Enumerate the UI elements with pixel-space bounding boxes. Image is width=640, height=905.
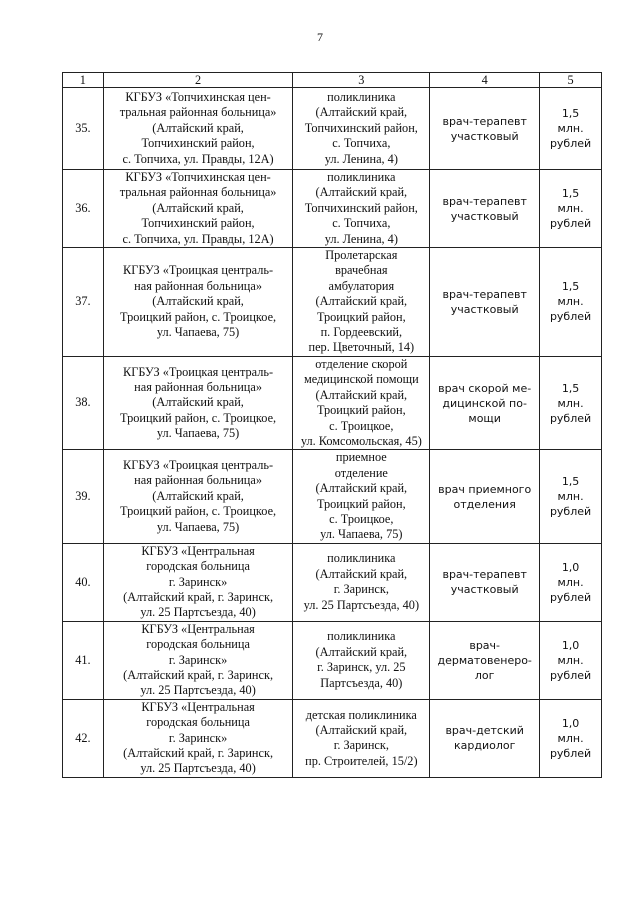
institution-cell-line: (Алтайский край, г. Заринск, <box>123 589 274 604</box>
facility-cell-line: поликлиника <box>327 629 396 644</box>
facility-cell-line: ул. Ленина, 4) <box>324 151 398 166</box>
institution-cell <box>103 543 293 621</box>
facility-cell-line: (Алтайский край, <box>315 105 408 120</box>
facility-cell-line: поликлиника <box>327 89 396 104</box>
position-cell-lines <box>433 194 536 224</box>
amount-cell <box>540 356 602 449</box>
row-number-cell: 41. <box>63 621 104 699</box>
institution-cell-line: Топчихинский район, <box>141 136 255 151</box>
facility-cell-line: с. Топчиха, <box>332 216 391 231</box>
institution-cell-line: тральная районная больница» <box>119 185 277 200</box>
amount-cell-lines <box>543 638 598 683</box>
position-cell-lines <box>433 381 536 426</box>
institution-cell-line: городская больница <box>146 559 250 574</box>
facility-cell-line: (Алтайский край, <box>315 185 408 200</box>
institution-cell-line: г. Заринск» <box>168 730 228 745</box>
position-cell-lines <box>433 723 536 753</box>
amount-cell-line: рублей <box>549 411 592 425</box>
table-row <box>63 248 602 357</box>
position-cell <box>430 356 540 449</box>
amount-cell-line: млн. <box>557 202 584 216</box>
institution-cell-lines <box>107 458 290 535</box>
facility-cell-line: Пролетарская <box>325 248 398 263</box>
facility-cell-line: Топчихинский район, <box>304 120 418 135</box>
position-cell-line: врач-терапевт <box>442 114 527 128</box>
facility-cell <box>293 356 430 449</box>
facility-cell-line: (Алтайский край, <box>315 566 408 581</box>
table-row <box>63 621 602 699</box>
facility-cell-lines <box>295 551 427 613</box>
facility-cell-line: поликлиника <box>327 551 396 566</box>
institution-cell-lines <box>107 365 290 442</box>
facility-cell <box>293 543 430 621</box>
header-cell-2: 2 <box>103 73 293 88</box>
facility-cell-line: (Алтайский край, <box>315 481 408 496</box>
position-cell <box>430 450 540 543</box>
facility-cell-lines <box>295 450 427 542</box>
position-cell-lines <box>433 567 536 597</box>
table-row <box>63 170 602 248</box>
institution-cell-line: ул. 25 Партсъезда, 40) <box>140 761 256 776</box>
table-row <box>63 88 602 170</box>
header-cell-4: 4 <box>430 73 540 88</box>
amount-cell-lines <box>543 474 598 519</box>
facility-cell-line: п. Гордеевский, <box>320 325 403 340</box>
institution-cell-line: (Алтайский край, <box>152 395 244 410</box>
position-cell-line: отделения <box>453 497 516 511</box>
facility-cell-lines <box>295 708 427 770</box>
institution-cell <box>103 170 293 248</box>
institution-cell-lines <box>107 544 290 621</box>
institution-cell <box>103 356 293 449</box>
position-cell-line: участковый <box>450 209 519 223</box>
institution-cell-line: Топчихинский район, <box>141 216 255 231</box>
amount-cell-line: млн. <box>557 396 584 410</box>
row-number-cell: 39. <box>63 450 104 543</box>
facility-cell-line: детская поликлиника <box>305 707 417 722</box>
row-number-cell: 40. <box>63 543 104 621</box>
institution-cell-line: г. Заринск» <box>168 574 228 589</box>
institution-cell-line: КГБУЗ «Топчихинская цен- <box>125 89 271 104</box>
table-row <box>63 699 602 777</box>
facility-cell-line: (Алтайский край, <box>315 294 408 309</box>
amount-cell-lines <box>543 716 598 761</box>
facility-cell-line: отделение <box>334 465 388 480</box>
position-cell-line: дерматовенеро- <box>437 653 532 667</box>
position-cell-lines <box>433 638 536 683</box>
position-cell-line: врач- <box>469 638 501 652</box>
institution-cell-line: КГБУЗ «Троицкая централь- <box>123 263 274 278</box>
facility-cell-line: приемное <box>335 450 387 465</box>
position-cell-line: дицинской по- <box>442 396 527 410</box>
institution-cell-line: ул. Чапаева, 75) <box>156 426 240 441</box>
institution-cell <box>103 621 293 699</box>
amount-cell-line: 1,5 <box>561 187 580 201</box>
facility-cell-line: ул. Ленина, 4) <box>324 231 398 246</box>
amount-cell-line: 1,5 <box>561 280 580 294</box>
position-cell <box>430 248 540 357</box>
institution-cell <box>103 88 293 170</box>
facility-cell-line: Троицкий район, <box>316 309 406 324</box>
position-cell-lines <box>433 482 536 512</box>
institution-cell-line: (Алтайский край, <box>152 200 244 215</box>
facility-cell-line: отделение скорой <box>315 356 408 371</box>
amount-cell-lines <box>543 560 598 605</box>
amount-cell <box>540 621 602 699</box>
amount-cell-line: млн. <box>557 653 584 667</box>
amount-cell-line: рублей <box>549 668 592 682</box>
amount-cell-lines <box>543 279 598 324</box>
facility-cell-line: Партсъезда, 40) <box>320 675 403 690</box>
facility-cell <box>293 450 430 543</box>
facility-cell <box>293 248 430 357</box>
institution-cell-line: г. Заринск» <box>168 652 228 667</box>
amount-cell <box>540 699 602 777</box>
institution-cell-line: (Алтайский край, <box>152 488 244 503</box>
institution-cell-line: Троицкий район, с. Троицкое, <box>120 410 277 425</box>
institution-cell-line: КГБУЗ «Центральная <box>141 699 255 714</box>
facility-cell-line: (Алтайский край, <box>315 387 408 402</box>
facility-cell-lines <box>295 357 427 449</box>
position-cell-line: кардиолог <box>453 739 516 753</box>
facility-cell-line: с. Топчиха, <box>332 136 391 151</box>
institution-cell-lines <box>107 170 290 247</box>
amount-cell <box>540 543 602 621</box>
institution-cell-line: городская больница <box>146 637 250 652</box>
facility-cell <box>293 699 430 777</box>
institution-cell <box>103 699 293 777</box>
institution-cell-line: ул. Чапаева, 75) <box>156 519 240 534</box>
facility-cell <box>293 170 430 248</box>
position-cell-lines <box>433 287 536 317</box>
facility-cell-line: (Алтайский край, <box>315 722 408 737</box>
row-number-cell: 42. <box>63 699 104 777</box>
amount-cell <box>540 450 602 543</box>
institution-cell-line: КГБУЗ «Центральная <box>141 621 255 636</box>
institution-cell-lines <box>107 90 290 167</box>
row-number-cell: 37. <box>63 248 104 357</box>
position-cell-lines <box>433 114 536 144</box>
facility-cell-line: ул. 25 Партсъезда, 40) <box>303 597 420 612</box>
amount-cell-line: рублей <box>549 310 592 324</box>
facility-cell-lines <box>295 248 427 356</box>
amount-cell-lines <box>543 106 598 151</box>
header-cell-5: 5 <box>540 73 602 88</box>
amount-cell-line: млн. <box>557 731 584 745</box>
amount-cell-line: 1,0 <box>561 560 580 574</box>
facility-cell-line: медицинской помощи <box>303 372 419 387</box>
position-cell <box>430 88 540 170</box>
position-cell-line: врач скорой ме- <box>438 381 532 395</box>
facility-cell <box>293 621 430 699</box>
facility-cell-line: пр. Строителей, 15/2) <box>305 753 418 768</box>
facility-cell-line: с. Троицкое, <box>329 418 394 433</box>
facility-cell-line: Топчихинский район, <box>304 200 418 215</box>
institution-cell-line: с. Топчиха, ул. Правды, 12А) <box>122 151 274 166</box>
amount-cell-line: млн. <box>557 295 584 309</box>
institution-cell-line: КГБУЗ «Топчихинская цен- <box>125 170 271 184</box>
position-cell <box>430 621 540 699</box>
amount-cell-line: 1,0 <box>561 638 580 652</box>
institution-cell-line: Троицкий район, с. Троицкое, <box>120 309 277 324</box>
facility-cell-line: г. Заринск, <box>333 582 389 597</box>
position-cell-line: лог <box>474 668 495 682</box>
institution-cell-line: КГБУЗ «Троицкая централь- <box>123 364 274 379</box>
facility-cell-line: амбулатория <box>328 278 395 293</box>
institution-cell-line: ная районная больница» <box>134 379 262 394</box>
institution-cell-line: КГБУЗ «Троицкая централь- <box>123 458 274 473</box>
amount-cell-line: рублей <box>549 217 592 231</box>
institution-cell-line: (Алтайский край, <box>152 120 244 135</box>
institution-cell-line: Троицкий район, с. Троицкое, <box>120 504 277 519</box>
row-number-cell: 38. <box>63 356 104 449</box>
institution-cell <box>103 450 293 543</box>
institution-cell-line: тральная районная больница» <box>119 105 277 120</box>
table-row <box>63 450 602 543</box>
position-cell <box>430 170 540 248</box>
amount-cell <box>540 88 602 170</box>
institution-cell-line: КГБУЗ «Центральная <box>141 543 255 558</box>
facility-cell <box>293 88 430 170</box>
facility-cell-line: ул. Комсомольская, 45) <box>300 433 422 448</box>
institution-cell-line: (Алтайский край, <box>152 294 244 309</box>
amount-cell <box>540 170 602 248</box>
amount-cell-line: рублей <box>549 746 592 760</box>
position-cell-line: участковый <box>450 129 519 143</box>
position-cell-line: врач-детский <box>445 724 524 738</box>
facility-cell-lines <box>295 629 427 691</box>
institution-cell-line: ул. 25 Партсъезда, 40) <box>140 683 256 698</box>
facility-cell-lines <box>295 170 427 247</box>
facility-cell-line: поликлиника <box>327 170 396 184</box>
header-cell-1: 1 <box>63 73 104 88</box>
facility-cell-line: (Алтайский край, <box>315 644 408 659</box>
row-number-cell: 35. <box>63 88 104 170</box>
table-row <box>63 356 602 449</box>
position-cell-line: участковый <box>450 583 519 597</box>
facility-cell-line: пер. Цветочный, 14) <box>308 340 415 355</box>
table-row <box>63 543 602 621</box>
table-body <box>63 73 602 778</box>
amount-cell-line: рублей <box>549 137 592 150</box>
position-cell-line: врач-терапевт <box>442 287 527 301</box>
institution-cell-lines <box>107 700 290 777</box>
institution-cell-line: ул. Чапаева, 75) <box>156 325 240 340</box>
amount-cell-line: 1,5 <box>561 381 580 395</box>
row-number-cell: 36. <box>63 170 104 248</box>
position-cell-line: мощи <box>468 411 501 425</box>
amount-cell-line: рублей <box>549 590 592 604</box>
position-cell-line: врач-терапевт <box>442 568 527 582</box>
facility-cell-line: врачебная <box>335 263 388 278</box>
position-cell-line: участковый <box>450 302 519 316</box>
facility-cell-line: с. Троицкое, <box>329 511 394 526</box>
amount-cell-lines <box>543 186 598 231</box>
institution-cell-line: городская больница <box>146 715 250 730</box>
position-cell-line: врач приемного <box>438 482 532 496</box>
amount-cell-lines <box>543 381 598 426</box>
institution-cell-lines <box>107 622 290 699</box>
amount-cell-line: млн. <box>557 575 584 589</box>
facility-cell-line: Троицкий район, <box>316 403 406 418</box>
page-number: 7 <box>317 30 323 44</box>
facility-cell-line: ул. Чапаева, 75) <box>320 527 403 542</box>
position-cell-line: врач-терапевт <box>442 194 527 208</box>
amount-cell <box>540 248 602 357</box>
table-header-row <box>63 73 602 88</box>
institution-cell <box>103 248 293 357</box>
institution-cell-line: ул. 25 Партсъезда, 40) <box>140 605 256 620</box>
institution-cell-line: ная районная больница» <box>134 278 262 293</box>
facility-cell-lines <box>295 90 427 167</box>
facility-cell-line: Троицкий район, <box>316 496 406 511</box>
amount-cell-line: млн. <box>557 490 584 504</box>
amount-cell-line: 1,0 <box>561 716 580 730</box>
header-cell-3: 3 <box>293 73 430 88</box>
facility-cell-line: г. Заринск, <box>333 738 389 753</box>
amount-cell-line: 1,5 <box>561 475 580 489</box>
position-cell <box>430 699 540 777</box>
institution-cell-line: ная районная больница» <box>134 473 262 488</box>
institution-cell-line: (Алтайский край, г. Заринск, <box>123 746 274 761</box>
amount-cell-line: 1,5 <box>561 107 580 120</box>
vacancy-table <box>62 72 602 778</box>
amount-cell-line: млн. <box>557 122 584 135</box>
position-cell <box>430 543 540 621</box>
institution-cell-lines <box>107 263 290 340</box>
institution-cell-line: с. Топчиха, ул. Правды, 12А) <box>122 231 274 246</box>
institution-cell-line: (Алтайский край, г. Заринск, <box>123 668 274 682</box>
amount-cell-line: рублей <box>549 505 592 519</box>
facility-cell-line: г. Заринск, ул. 25 <box>317 660 406 675</box>
